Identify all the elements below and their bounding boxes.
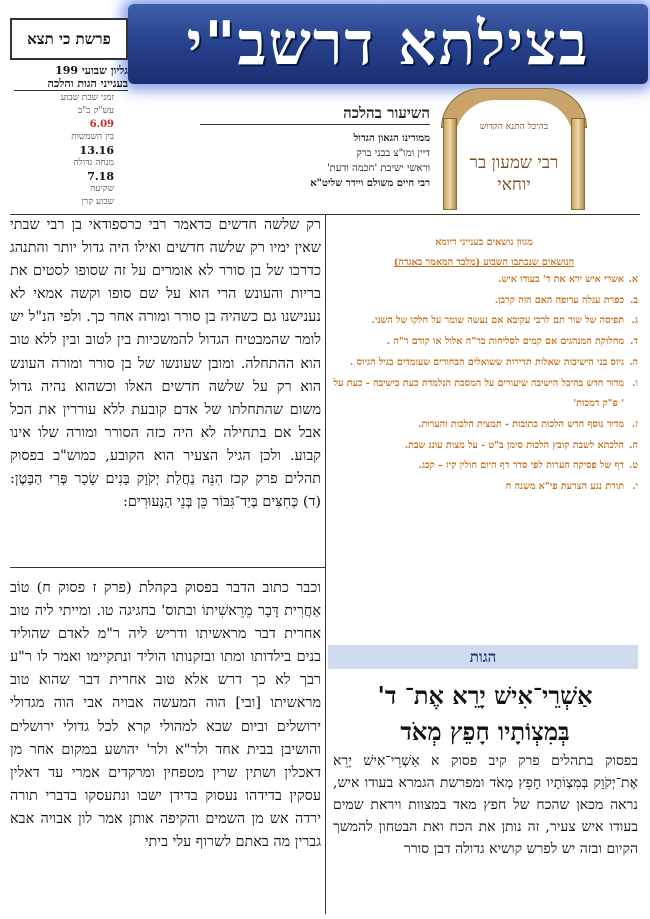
- paragraph-divider: [10, 567, 325, 568]
- times-row: עש"ק כ"ב: [77, 106, 114, 116]
- topic-item: [330, 436, 638, 457]
- topic-letter: ח.: [629, 439, 638, 451]
- times-row: בין השמשות: [71, 132, 114, 142]
- column-divider: [325, 214, 326, 914]
- topic-letter: ה.: [629, 356, 638, 368]
- issue-number: גליון שבועי 199: [55, 64, 128, 77]
- lesson-line: רבי חיים משולם ויידר שליט"א: [310, 178, 430, 189]
- lesson-author-lines: [200, 131, 430, 191]
- lesson-line: וראשי ישיבת 'חכמה ודעת': [326, 163, 430, 174]
- lesson-line: ממורינו הגאון הגדול: [353, 133, 430, 144]
- topic-text: אשרי איש ירא את ד' בעודו איש.: [498, 274, 624, 285]
- lesson-line: דיין ומו"צ בבני ברק: [356, 148, 430, 159]
- topic-letter: ז.: [632, 418, 638, 430]
- gate-name: רבי שמעון בר יוחאי: [469, 153, 559, 195]
- topic-item: [330, 477, 638, 498]
- topic-text: מדור חדש בהיכל הישיבה שיעורים על המסכת הנלמדת כעת בישיבה - כעת על ' פ"ק דמכות': [333, 377, 624, 410]
- topic-text: תורת נגע הצרעת פי"א משנה ח: [505, 481, 624, 493]
- topics-title: מגוון נושאים בענייני דיומא: [435, 237, 533, 248]
- parsha-label: פרשת כי תצא: [10, 18, 128, 60]
- shabbat-times-panel: [14, 92, 114, 209]
- times-row: מנחה גדולה: [73, 158, 114, 168]
- topics-box: [330, 236, 638, 498]
- lesson-divider: [200, 124, 430, 125]
- topic-letter: י.: [632, 481, 638, 493]
- topic-text: דף של פסיקה הערות לפי סדר דף היום חולין קיז – קכג.: [418, 460, 624, 472]
- series-subtitle: בענייני הגות והלכה: [14, 77, 128, 91]
- topic-item: [330, 332, 638, 353]
- verse-title: [332, 678, 638, 750]
- gate-pillar-left: [443, 118, 457, 210]
- topic-item: [330, 353, 638, 374]
- times-row: 6.09: [89, 119, 114, 130]
- topic-text: הלכתא לשבת קובץ הלכות סימן ב"ט - על מצות עונג שבת.: [404, 439, 624, 451]
- gate-caption: בהיכל התנא הקדוש: [479, 122, 549, 132]
- verse-line-1: אַשְׁרֵי־אִישׁ יָרֵא אֶת־ ד': [377, 681, 593, 710]
- times-row: שקיעה: [90, 184, 114, 194]
- verse-line-2: בְּמִצְוֹתָיו חָפֵץ מְאֹד: [400, 717, 570, 746]
- topic-text: מדור נוסף חדש הלכות כתובות - תמצית הלכות והערות.: [418, 418, 624, 430]
- article-paragraph-1: רק שלשה חדשים כדאמר רבי כרספודאי בן רבי שבתי שאין ימיו רק שלשה חדשים ואילו היה גדול יותר והתנהג כדרכו של בן סורר לא אומרים על זה שסופו לסטים את בריות והעונש הרי הוא על שם סופו וקשה אמאי לא נענישנו גם כשהיה בן סורר ומורה אחר כך. ולפי הנ"ל יש לומר שהמבטיח הגדול להמשכיות בין לטוב ובין ללא טוב הוא ההתחלה. ומובן שעונשו של בן סורר ומורה העונש הוא רק על שלשה חדשים האלו וכשהוא נהיה גדול משום שהתחלתו של אדם קובעת ללא עוררין את הכל אבל אם בתחילה לא היה כזה הסורר ומורה שלו אינו קבוע. ולכן הגיל הצעיר הוא הקובע, כמוש"כ בפסוק תהלים פרק קכז הִנֵּה נַחֲלַת יְקֹוָק בָּנִים שָׂכָר פְּרִי הַבָּטֶן: (ד) כְּחִצִּים בְּיַד־גִּבּוֹר כֵּן בְּנֵי הַנְּעוּרִים:: [10, 217, 321, 511]
- topic-item: [330, 374, 638, 415]
- notes-paragraph: בפסוק בתהלים פרק קיב פסוק א אַשְׁרֵי־אִישׁ יָרֵא אֶת־יְקֹוָק בְּמִצְוֹתָיו חָפֵץ מְאֹד ומפרשת הגמרא בעודו איש, נראה מכאן שהכח של חפץ מאד במצוות ויראת שמים בעודו איש צעיר, זה נותן את הכח ואת הבטחון להמשך הקיום ובזה יש לפרש קושיא גדולה דבן סורר: [333, 753, 638, 857]
- times-row: שבוע קרן: [81, 197, 114, 207]
- gate-illustration: [441, 88, 587, 212]
- topic-letter: ב.: [630, 294, 638, 306]
- lesson-heading: השיעור בהלכה: [343, 104, 430, 122]
- topic-item: [330, 415, 638, 436]
- topics-list: [330, 270, 638, 498]
- topic-letter: ט.: [628, 460, 638, 472]
- notes-heading: הגות: [328, 645, 638, 669]
- topic-text: תפיסה של שור תם לרבי עקיבא אם נעשה שומר על חלקו של השני.: [371, 315, 624, 327]
- topic-item: [330, 270, 638, 291]
- topic-letter: ג.: [631, 315, 638, 327]
- topic-item: [330, 311, 638, 332]
- masthead-title: בצילתא דרשב"י: [128, 4, 648, 84]
- topic-letter: ו.: [632, 377, 638, 389]
- times-row: 7.18: [87, 170, 114, 183]
- topic-item: [330, 456, 638, 477]
- topic-letter: א.: [628, 274, 638, 285]
- times-row: זמני שבת שבוע: [60, 93, 114, 103]
- topic-text: מחלוקת המנהגים אם קמים לסליחות בר"ח אלול או קודם ר"ה .: [386, 336, 624, 348]
- lesson-block: [200, 104, 430, 191]
- topic-item: [330, 291, 638, 312]
- gate-pillar-right: [571, 118, 585, 210]
- topic-text: כפרת עגלה ערופה האם הוה קרבן.: [494, 294, 624, 306]
- times-row: 13.16: [79, 144, 114, 157]
- topics-subtitle: הנושאים שנכתבו השבוע (מלבד המאמר באגדה): [393, 257, 575, 268]
- topic-text: גיוס בני הישיבות שאלות תדירות ששואלים הבחורים שעומדים בגיל הגיוס .: [350, 356, 624, 368]
- article-paragraph-2: וכבר כתוב הדבר בפסוק בקהלת (פרק ז פסוק ח) טוֹב אַחֲרִית דָּבָר מֵרֵאשִׁיתוֹ ובתוס' בחגיגה טו. ומייתי ליה טוב אחרית דבר מראשיתו ודריש ליה ר"מ לאדם שהוליד בנים בילדותו ומתו ובזקנותו הוליד ונתקיימו ואמר לו ר"ע רבך לא כך דרש אלא טוב אחרית דבר שהוא טוב מראשיתו [ובי] הוה המעשה אבויה אבי הוה מגדולי ירושלים וביום שבא למהולי קרא לכל גדולי ירושלים והושיבן בבית אחד ולר"א ולר' יהושע במקום אחר מן דאכלין ושתין שרין מטפחין ומרקדים אמרי עד דאלין עסקין בדידהו נעסוק בדידן ישבו ונתעסקו בדברי תורה ירדה אש מן השמים והקיפה אותן אמר לון אבויה אבא גברין מה באתם לשרוף עלי ביתי: [10, 580, 321, 851]
- topic-letter: ד.: [630, 336, 638, 348]
